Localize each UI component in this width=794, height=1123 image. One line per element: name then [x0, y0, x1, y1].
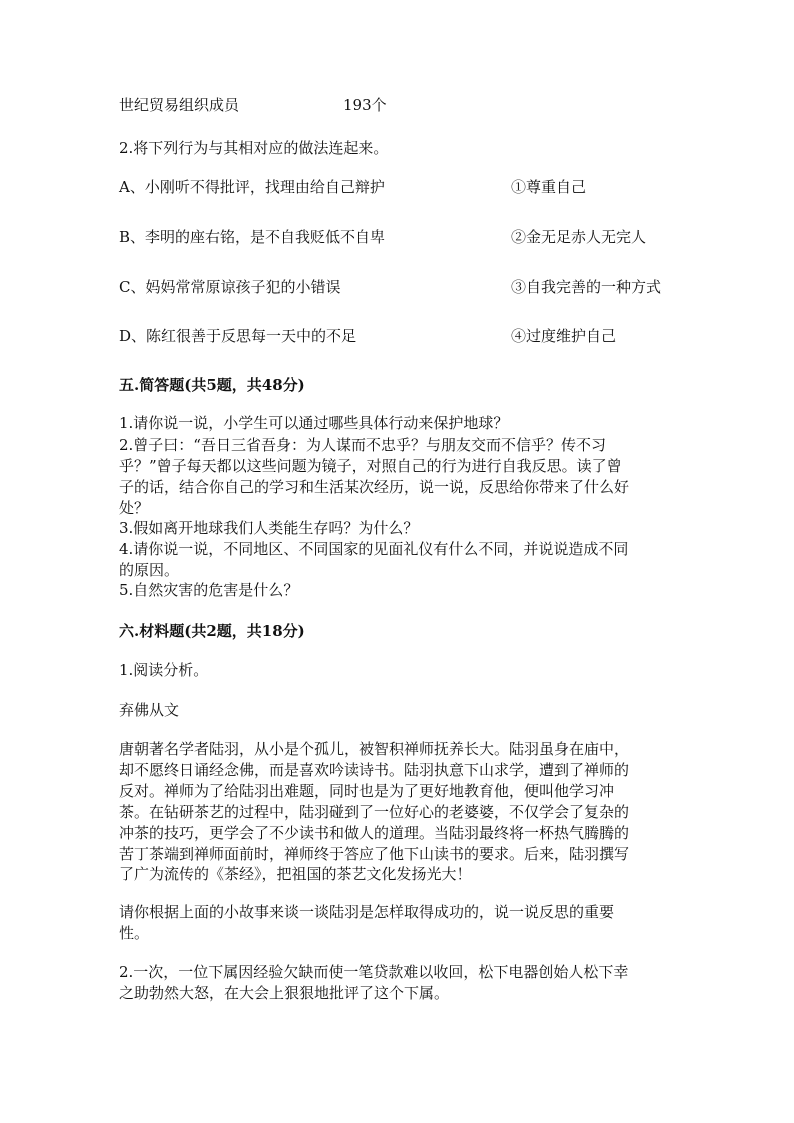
- q2-left-d: D、陈红很善于反思每一天中的不足: [119, 327, 357, 345]
- story-title: 弃佛从文: [119, 701, 180, 719]
- section6-heading: 六.材料题(共2题，共18分): [119, 622, 305, 640]
- q2-right-1: ①尊重自己: [511, 178, 587, 196]
- section5-line-5: 处？: [119, 499, 150, 517]
- q2-right-3: ③自我完善的一种方式: [511, 278, 662, 296]
- q2-left-b: B、李明的座右铭，是不自我贬低不自卑: [119, 228, 386, 246]
- section5-line-8: 的原因。: [119, 561, 180, 579]
- section5-line-4: 子的话，结合你自己的学习和生活某次经历，说一说，反思给你带来了什么好: [119, 478, 630, 496]
- q2-left-c: C、妈妈常常原谅孩子犯的小错误: [119, 278, 341, 296]
- section5-line-6: 3.假如离开地球我们人类能生存吗？为什么？: [119, 519, 419, 537]
- section5-line-2: 2.曾子曰：“吾日三省吾身：为人谋而不忠乎？与朋友交而不信乎？传不习: [119, 436, 606, 454]
- story-line-3: 反对。禅师为了给陆羽出难题，同时也是为了更好地教育他，便叫他学习冲: [119, 782, 615, 800]
- story-line-2: 却不愿终日诵经念佛，而是喜欢吟读诗书。陆羽执意下山求学，遭到了禅师的: [119, 761, 630, 779]
- story-line-7: 了广为流传的《茶经》，把祖国的茶艺文化发扬光大！: [119, 865, 472, 883]
- section6-q1-prompt: 1.阅读分析。: [119, 661, 209, 679]
- q2-right-4: ④过度维护自己: [511, 327, 617, 345]
- section5-line-3: 乎？”曾子每天都以这些问题为镜子，对照自己的行为进行自我反思。读了曾: [119, 457, 622, 475]
- org-member-label: 世纪贸易组织成员: [119, 96, 240, 114]
- section5-line-7: 4.请你说一说，不同地区、不同国家的见面礼仪有什么不同，并说说造成不同: [119, 540, 629, 558]
- story-line-4: 茶。在钻研茶艺的过程中，陆羽碰到了一位好心的老婆婆，不仅学会了复杂的: [119, 803, 630, 821]
- q2-story-line-2: 之助勃然大怒，在大会上狠狠地批评了这个下属。: [119, 984, 450, 1002]
- story-line-5: 冲茶的技巧，更学会了不少读书和做人的道理。当陆羽最终将一杯热气腾腾的: [119, 824, 630, 842]
- story-line-6: 苦丁茶端到禅师面前时，禅师终于答应了他下山读书的要求。后来，陆羽撰写: [119, 845, 630, 863]
- q2-story-line-1: 2.一次，一位下属因经验欠缺而使一笔贷款难以收回，松下电器创始人松下幸: [119, 963, 629, 981]
- section5-line-1: 1.请你说一说，小学生可以通过哪些具体行动来保护地球？: [119, 414, 509, 432]
- q2-prompt: 2.将下列行为与其相对应的做法连起来。: [119, 139, 389, 157]
- q2-right-2: ②金无足赤人无完人: [511, 228, 647, 246]
- question-line-2: 性。: [119, 924, 150, 942]
- story-line-1: 唐朝著名学者陆羽，从小是个孤儿，被智积禅师抚养长大。陆羽虽身在庙中，: [119, 740, 630, 758]
- org-member-value: 193个: [343, 96, 387, 114]
- section5-line-9: 5.自然灾害的危害是什么？: [119, 581, 299, 599]
- q2-left-a: A、小刚听不得批评，找理由给自己辩护: [119, 178, 385, 196]
- question-line-1: 请你根据上面的小故事来谈一谈陆羽是怎样取得成功的，说一说反思的重要: [119, 903, 615, 921]
- section5-heading: 五.简答题(共5题，共48分): [119, 376, 305, 394]
